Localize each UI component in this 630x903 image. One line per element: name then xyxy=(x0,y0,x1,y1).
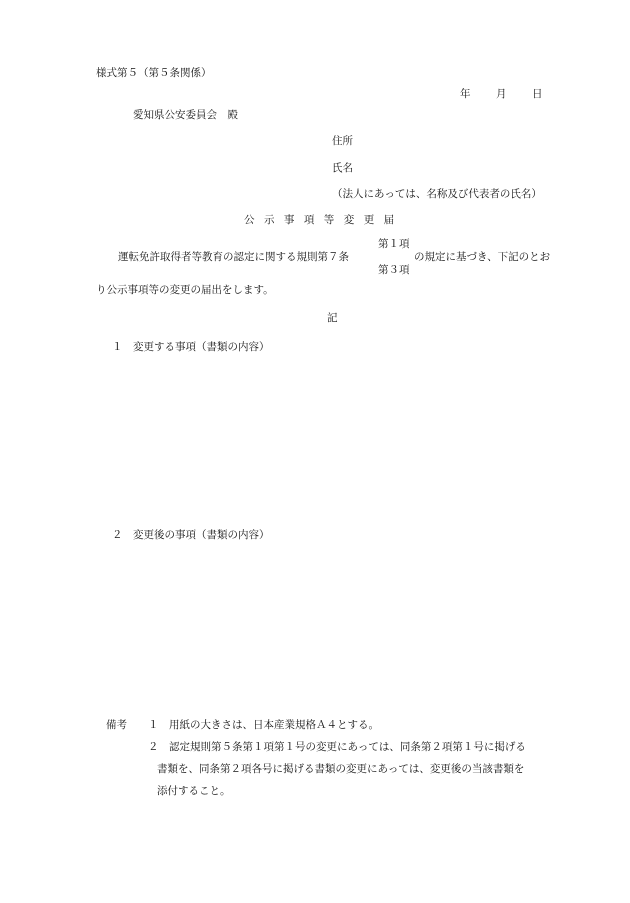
addressee: 愛知県公安委員会 殿 xyxy=(133,109,238,121)
ki-heading: 記 xyxy=(327,312,338,324)
remarks-label: 備考 xyxy=(106,719,127,731)
item-1-changed-matters: １ 変更する事項（書類の内容） xyxy=(112,341,270,353)
remarks-note-2-line-2: 書類を、同条第２項各号に掲げる書類の変更にあっては、変更後の当該書類を xyxy=(157,763,525,775)
clause-first-paragraph: 第１項 xyxy=(378,238,410,250)
body-line-2: り公示事項等の変更の届出をします。 xyxy=(96,284,274,296)
document-title: 公示事項等変更届 xyxy=(244,214,404,226)
clause-third-paragraph: 第３項 xyxy=(378,264,410,276)
form-number: 様式第５（第５条関係） xyxy=(96,67,212,79)
date-line xyxy=(460,89,543,100)
item-2-matters-after-change: ２ 変更後の事項（書類の内容） xyxy=(112,529,270,541)
date-day-label: 日 xyxy=(532,88,543,100)
name-label: 氏名 xyxy=(332,162,353,174)
address-label: 住所 xyxy=(332,135,353,147)
remarks-note-2-line-1: ２ 認定規則第５条第１項第１号の変更にあっては、同条第２項第１号に掲げる xyxy=(148,741,526,753)
remarks-note-1: １ 用紙の大きさは、日本産業規格Ａ４とする。 xyxy=(148,719,379,731)
date-month-label: 月 xyxy=(496,88,507,100)
body-line-1-tail: の規定に基づき、下記のとお xyxy=(414,251,551,263)
date-year-label: 年 xyxy=(460,88,471,100)
body-line-1: 運転免許取得者等教育の認定に関する規則第７条 xyxy=(118,251,349,263)
remarks-note-2-line-3: 添付すること。 xyxy=(157,785,231,797)
corporation-note: （法人にあっては、名称及び代表者の氏名） xyxy=(332,188,542,200)
